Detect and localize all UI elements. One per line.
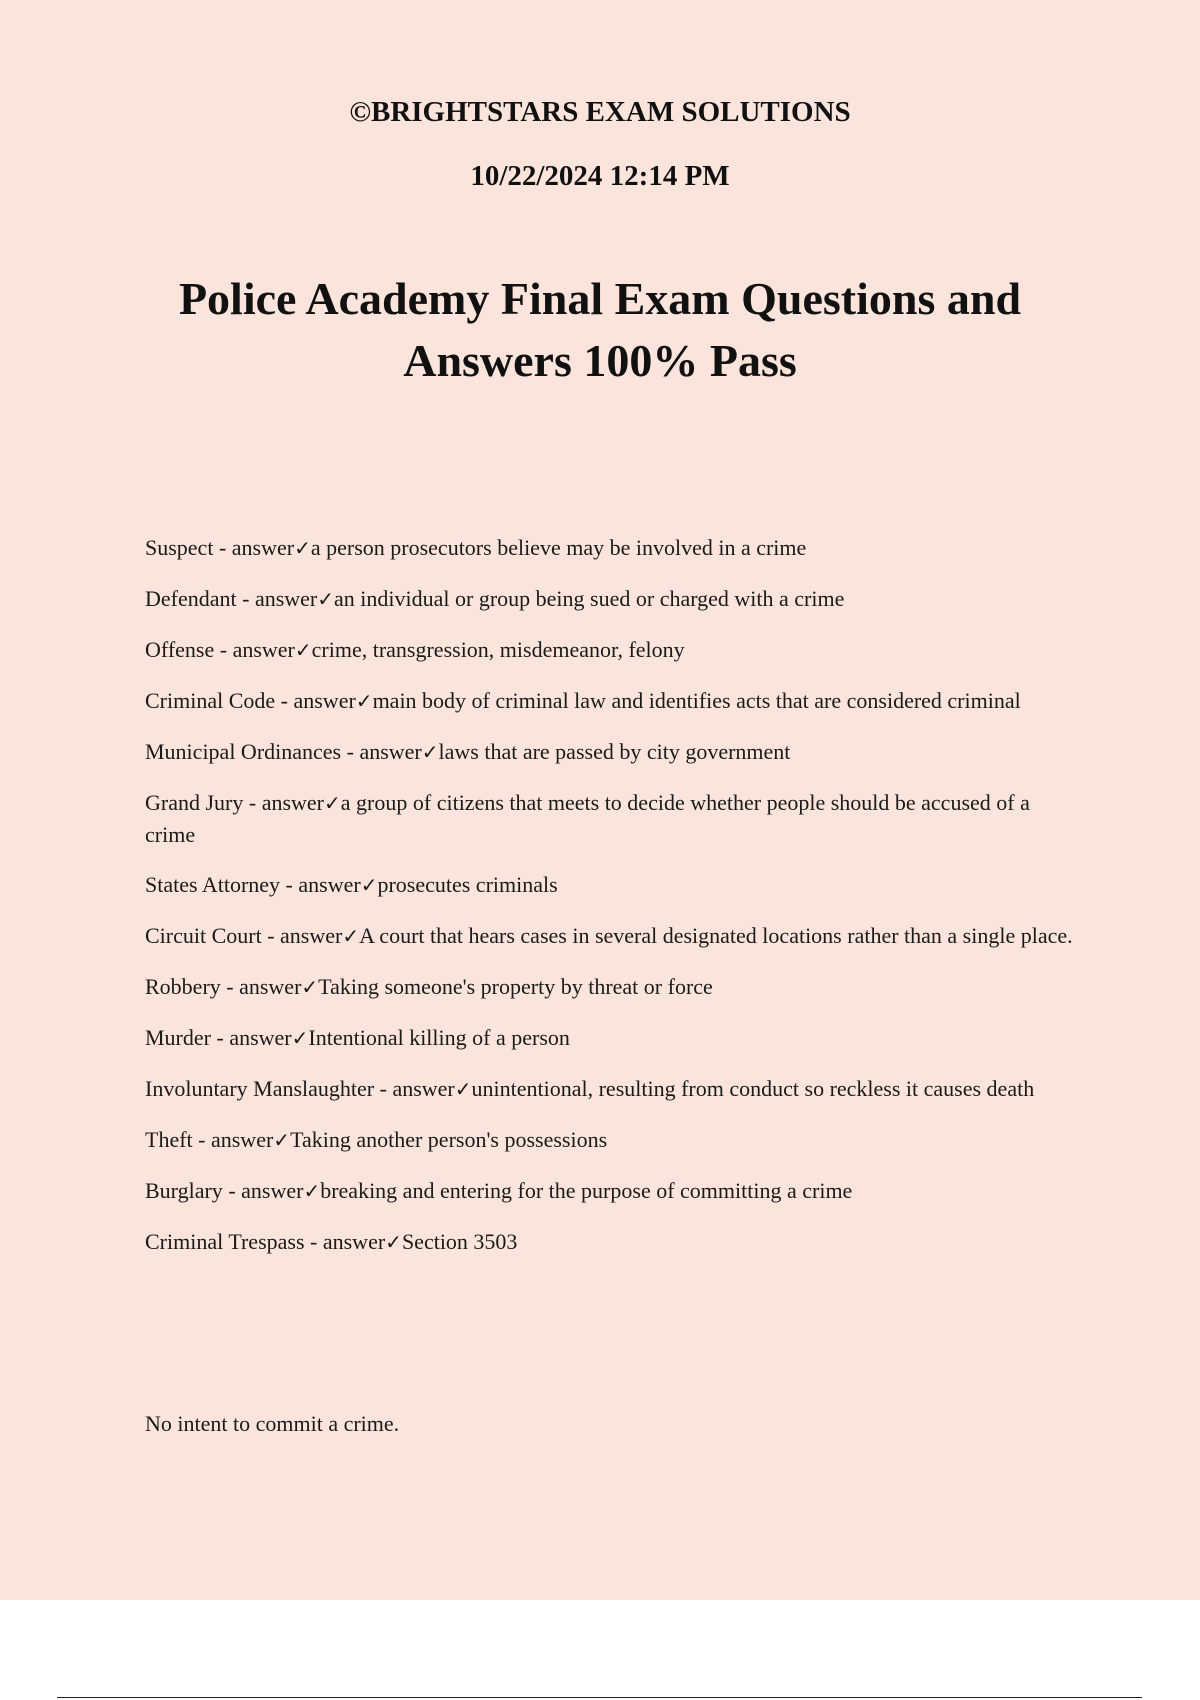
checkmark-icon: ✓	[360, 873, 378, 897]
checkmark-icon: ✓	[301, 975, 319, 999]
answer-label: answer	[229, 1025, 292, 1050]
checkmark-icon: ✓	[385, 1230, 402, 1254]
answer-label: answer	[298, 872, 361, 897]
answer-label: answer	[239, 974, 302, 999]
checkmark-icon: ✓	[454, 1077, 472, 1101]
qa-answer: Intentional killing of a person	[308, 1025, 570, 1050]
qa-answer: Taking someone's property by threat or force	[318, 974, 713, 999]
qa-answer: a group of citizens that meets to decide whether people should be accused of a crime	[145, 790, 1030, 847]
qa-item: Circuit Court - answer✓A court that hears cases in several designated locations rather than a single place.	[145, 923, 1073, 948]
qa-answer: unintentional, resulting from conduct so reckless it causes death	[471, 1076, 1035, 1101]
qa-item: Grand Jury - answer✓a group of citizens that meets to decide whether people should be accused of a crime	[145, 790, 1030, 847]
qa-term: Criminal Trespass	[145, 1229, 305, 1254]
qa-term: Suspect	[145, 535, 214, 560]
document-datetime: 10/22/2024 12:14 PM	[470, 160, 730, 192]
qa-item: Murder - answer✓Intentional killing of a person	[145, 1025, 570, 1050]
qa-answer: an individual or group being sued or charged with a crime	[334, 586, 845, 611]
qa-answer: main body of criminal law and identifies acts that are considered criminal	[372, 688, 1021, 713]
answer-label: answer	[210, 1127, 274, 1152]
answer-label: answer	[392, 1076, 455, 1101]
qa-term: Involuntary Manslaughter	[145, 1076, 375, 1101]
qa-item: Criminal Code - answer✓main body of criminal law and identifies acts that are considered criminal	[145, 688, 1021, 713]
qa-answer: breaking and entering for the purpose of committing a crime	[320, 1178, 853, 1203]
qa-item: Defendant - answer✓an individual or group being sued or charged with a crime	[145, 586, 845, 611]
answer-label: answer	[359, 739, 422, 764]
qa-term: Grand Jury	[145, 790, 244, 815]
checkmark-icon: ✓	[294, 536, 311, 560]
qa-item: Municipal Ordinances - answer✓laws that are passed by city government	[145, 739, 791, 764]
qa-term: Murder	[145, 1025, 211, 1050]
checkmark-icon: ✓	[291, 1026, 309, 1050]
qa-item: States Attorney - answer✓prosecutes criminals	[145, 872, 558, 897]
checkmark-icon: ✓	[273, 1128, 291, 1152]
checkmark-icon: ✓	[317, 587, 335, 611]
qa-list	[145, 532, 1085, 1277]
answer-label: answer	[254, 586, 318, 611]
answer-label: answer	[322, 1229, 386, 1254]
page-title: Police Academy Final Exam Questions and Answers 100% Pass	[178, 273, 1022, 386]
checkmark-icon: ✓	[342, 924, 360, 948]
checkmark-icon: ✓	[303, 1179, 321, 1203]
qa-item: Involuntary Manslaughter - answer✓unintentional, resulting from conduct so reckless it causes death	[145, 1076, 1035, 1101]
page-divider	[57, 1697, 1142, 1698]
qa-item: Criminal Trespass - answer✓Section 3503	[145, 1229, 518, 1254]
copyright-header: ©BRIGHTSTARS EXAM SOLUTIONS	[349, 96, 851, 128]
answer-label: answer	[232, 637, 295, 662]
qa-item: Suspect - answer✓a person prosecutors believe may be involved in a crime	[145, 535, 807, 560]
checkmark-icon: ✓	[294, 638, 312, 662]
answer-label: answer	[280, 923, 343, 948]
footnote: No intent to commit a crime.	[145, 1411, 400, 1436]
checkmark-icon: ✓	[355, 689, 373, 713]
answer-label: answer	[261, 790, 325, 815]
qa-answer: a person prosecutors believe may be involved in a crime	[310, 535, 807, 560]
qa-term: Robbery	[145, 974, 221, 999]
answer-label: answer	[293, 688, 356, 713]
qa-item: Offense - answer✓crime, transgression, misdemeanor, felony	[145, 637, 685, 662]
qa-term: States Attorney	[145, 872, 281, 897]
qa-answer: laws that are passed by city government	[438, 739, 791, 764]
qa-term: Offense	[145, 637, 215, 662]
qa-item: Burglary - answer✓breaking and entering for the purpose of committing a crime	[145, 1178, 853, 1203]
checkmark-icon: ✓	[324, 791, 341, 815]
qa-item: Theft - answer✓Taking another person's possessions	[145, 1127, 608, 1152]
qa-answer: prosecutes criminals	[377, 872, 558, 897]
qa-answer: crime, transgression, misdemeanor, felony	[311, 637, 685, 662]
qa-answer: A court that hears cases in several designated locations rather than a single place.	[359, 923, 1073, 948]
answer-label: answer	[231, 535, 295, 560]
qa-term: Defendant	[145, 586, 237, 611]
qa-answer: Taking another person's possessions	[290, 1127, 608, 1152]
qa-term: Burglary	[145, 1178, 223, 1203]
qa-term: Criminal Code	[145, 688, 276, 713]
qa-answer: Section 3503	[401, 1229, 518, 1254]
qa-term: Circuit Court	[145, 923, 262, 948]
qa-term: Municipal Ordinances	[145, 739, 342, 764]
checkmark-icon: ✓	[421, 740, 439, 764]
qa-item: Robbery - answer✓Taking someone's property by threat or force	[145, 974, 713, 999]
qa-term: Theft	[145, 1127, 193, 1152]
answer-label: answer	[241, 1178, 304, 1203]
